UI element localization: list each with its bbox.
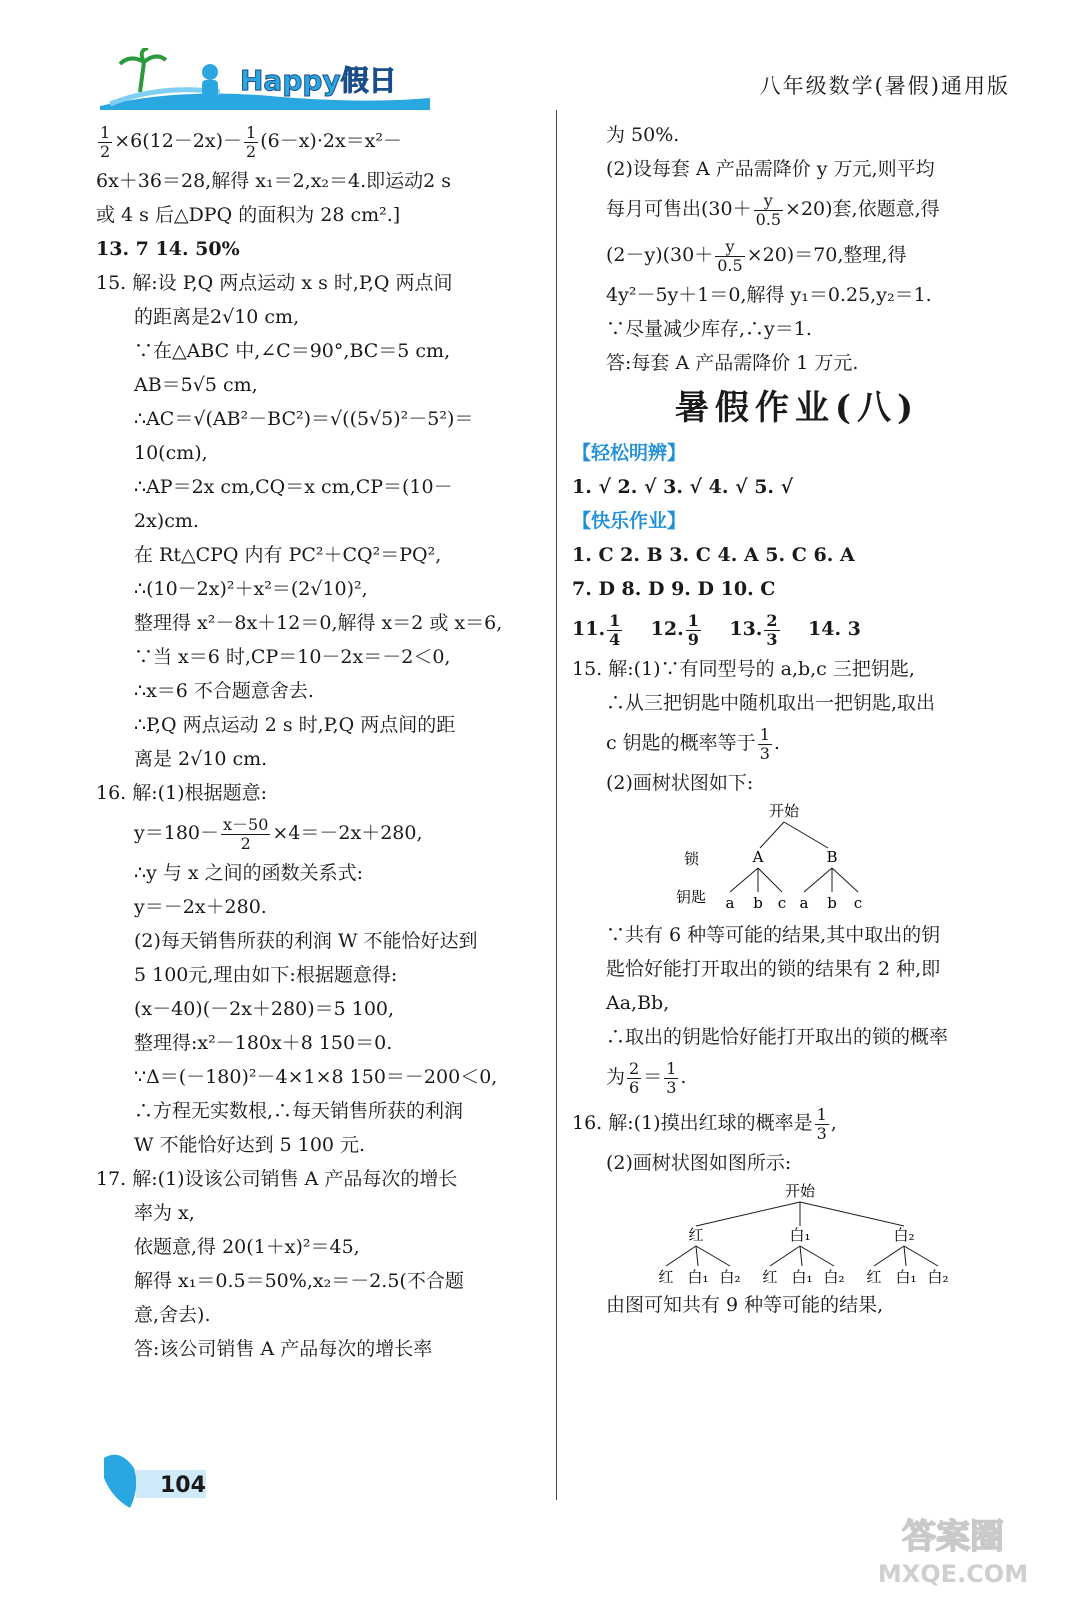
tree-leaf: 白₂ [927,1268,949,1286]
tree-node: A [752,848,764,866]
header-logo-banner [100,48,430,110]
text-line: (2)画树状图如图所示: [606,1152,792,1174]
text-line: (x－40)(－2x＋280)＝5 100, [134,998,395,1020]
answer-line: 1. C 2. B 3. C 4. A 5. C 6. A [572,544,855,566]
text-line: 离是 2√10 cm. [134,748,268,770]
text-line: 整理得 x²－8x＋12＝0,解得 x＝2 或 x＝6, [134,612,503,634]
text-line: 每月可售出(30＋ $\frac{y}{0.5}$ ×20)套,依题意,得 [606,190,940,229]
text-line: y＝－2x＋280. [134,896,267,918]
text-line: ∴(10－2x)²＋x²＝(2√10)², [134,578,368,600]
tree-node: 白₁ [789,1226,811,1244]
tree-row-label: 锁 [684,850,700,868]
text-line: 解得 x₁＝0.5＝50%,x₂＝－2.5(不合题 [134,1270,464,1292]
text-line: 整理得:x²－180x＋8 150＝0. [134,1032,393,1054]
left-column [96,118,546,1366]
tree-leaf: c [777,894,787,912]
text-line: 率为 x, [134,1202,195,1224]
fraction: $\frac{1}{3}$ [816,1104,827,1143]
tree-leaf: a [725,894,735,912]
tree-node: B [826,848,838,866]
text-line: ∴从三把钥匙中随机取出一把钥匙,取出 [606,692,936,714]
fraction: $\frac{y}{0.5}$ [755,190,782,229]
answer-line: 1. √ 2. √ 3. √ 4. √ 5. √ [572,476,794,498]
palm-tree-icon [120,48,166,92]
section-tag: 【快乐作业】 [572,510,687,532]
tree-leaf: 红 [866,1268,882,1286]
question-15: 15. 解:(1)∵有同型号的 a,b,c 三把钥匙, [572,658,915,680]
watermark-logo [858,1510,1048,1590]
text-line: ∴y 与 x 之间的函数关系式: [134,862,364,884]
question-16: 16. 解:(1)根据题意: [96,782,267,804]
text-line: ∴AP＝2x cm,CQ＝x cm,CP＝(10－ [134,476,453,498]
tree-leaf: b [827,894,837,912]
text-line: ∵共有 6 种等可能的结果,其中取出的钥 [606,924,941,946]
tree-leaf: 白₂ [719,1268,741,1286]
text-line: 2x)cm. [134,510,199,532]
text-line: W 不能恰好达到 5 100 元. [134,1134,366,1156]
answer-line: 11. $\frac{1}{4}$ 12. $\frac{1}{9}$ 13. $\frac{2}{3}$ 14. 3 [572,610,861,649]
section-tag: 【轻松明辨】 [572,442,687,464]
text-line: ∴取出的钥匙恰好能打开取出的锁的概率 [606,1026,949,1048]
fraction: $\frac{1}{3}$ [666,1058,677,1097]
svg-text:MXQE.COM: MXQE.COM [877,1560,1029,1588]
text-line: 10(cm), [134,442,208,464]
tree-leaf: 红 [658,1268,674,1286]
answer-line: 7. D 8. D 9. D 10. C [572,578,776,600]
page-number: 104 [160,1473,206,1498]
text-line: (2)画树状图如下: [606,772,754,794]
fraction: $\frac{1}{2}$ [100,122,111,161]
page-number-badge [100,1448,210,1512]
fraction: $\frac{1}{3}$ [759,724,770,763]
fraction: $\frac{x-50}{2}$ [223,814,269,853]
section-title: 暑假作业(八) [674,388,920,428]
tree-diagram-keys [632,800,872,918]
fraction: $\frac{2}{6}$ [629,1058,640,1097]
text-line: 依题意,得 20(1＋x)²＝45, [134,1236,360,1258]
text-line: 6x＋36＝28,解得 x₁＝2,x₂＝4.即运动2 s [96,170,452,192]
text-line: ∵当 x＝6 时,CP＝10－2x＝－2＜0, [134,646,451,668]
text-line: c 钥匙的概率等于 $\frac{1}{3}$ . [606,724,780,763]
text-line: ∵Δ＝(－180)²－4×1×8 150＝－200＜0, [134,1066,498,1088]
tree-row-label: 钥匙 [676,888,707,906]
text-line: 或 4 s 后△DPQ 的面积为 28 cm².] [96,204,401,226]
text-line: 由图可知共有 9 种等可能的结果, [606,1294,884,1316]
butterfly-icon [104,1455,136,1508]
text-line: 为 50%. [606,124,680,146]
tree-node: 白₂ [893,1226,915,1244]
text-line: (2)设每套 A 产品需降价 y 万元,则平均 [606,158,935,180]
text-line: 匙恰好能打开取出的锁的结果有 2 种,即 [606,958,941,980]
tree-leaf: b [753,894,763,912]
tree-root: 开始 [768,802,800,820]
text-line: $\frac{1}{2}$ ×6(12－2x)－ $\frac{1}{2}$ (6－x)·2x＝x²－ [100,122,403,161]
text-line: y＝180－ $\frac{x-50}{2}$ ×4＝－2x＋280, [134,814,423,853]
tree-node: 红 [688,1226,704,1244]
text-line: 在 Rt△CPQ 内有 PC²＋CQ²＝PQ², [134,544,442,566]
question-15: 15. 解:设 P,Q 两点运动 x s 时,P,Q 两点间 [96,272,453,294]
fraction: $\frac{2}{3}$ [766,610,778,649]
fraction: $\frac{y}{0.5}$ [717,236,743,275]
text-line: ∵尽量减少库存,∴y＝1. [606,318,812,340]
text-line: 为 $\frac{2}{6}$ ＝ $\frac{1}{3}$ . [606,1058,687,1097]
tree-leaf: c [853,894,863,912]
person-icon [202,64,218,80]
question-16: 16. 解:(1)摸出红球的概率是 $\frac{1}{3}$ , [572,1104,837,1143]
text-line: AB＝5√5 cm, [134,374,258,396]
text-line: 意,舍去). [134,1304,211,1326]
text-line: ∴P,Q 两点运动 2 s 时,P,Q 两点间的距 [134,714,456,736]
text-line: ∴方程无实数根,∴每天销售所获的利润 [134,1100,464,1122]
svg-text:答案圈: 答案圈 [902,1517,1004,1557]
fraction: $\frac{1}{2}$ [246,122,257,161]
tree-diagram-balls [622,1180,962,1288]
text-line: ∴x＝6 不合题意舍去. [134,680,314,702]
answer-line: 13. 7 14. 50% [96,238,240,260]
text-line: 的距离是2√10 cm, [134,306,300,328]
subject-title: 八年级数学(暑假)通用版 [759,74,1010,98]
tree-leaf: a [799,894,809,912]
tree-leaf: 白₁ [687,1268,709,1286]
right-column [572,118,1022,1322]
fraction: $\frac{1}{4}$ [609,610,621,649]
tree-leaf: 白₂ [823,1268,845,1286]
text-line: (2－y)(30＋ $\frac{y}{0.5}$ ×20)＝70,整理,得 [606,236,907,275]
logo-text: Happy假日 [240,64,397,97]
tree-leaf: 白₁ [895,1268,917,1286]
tree-leaf: 红 [762,1268,778,1286]
question-17: 17. 解:(1)设该公司销售 A 产品每次的增长 [96,1168,458,1190]
text-line: Aa,Bb, [606,992,670,1014]
text-line: 4y²－5y＋1＝0,解得 y₁＝0.25,y₂＝1. [606,284,932,306]
fraction: $\frac{1}{9}$ [687,610,699,649]
text-line: 答:每套 A 产品需降价 1 万元. [606,352,859,374]
column-divider [556,110,557,1500]
text-line: (2)每天销售所获的利润 W 不能恰好达到 [134,930,478,952]
tree-leaf: 白₁ [791,1268,813,1286]
text-line: ∴AC＝√(AB²－BC²)＝√((5√5)²－5²)＝ [134,408,474,430]
text-line: 5 100元,理由如下:根据题意得: [134,964,398,986]
text-line: 答:该公司销售 A 产品每次的增长率 [134,1338,433,1360]
tree-root: 开始 [784,1182,816,1200]
text-line: ∵在△ABC 中,∠C＝90°,BC＝5 cm, [134,340,451,362]
